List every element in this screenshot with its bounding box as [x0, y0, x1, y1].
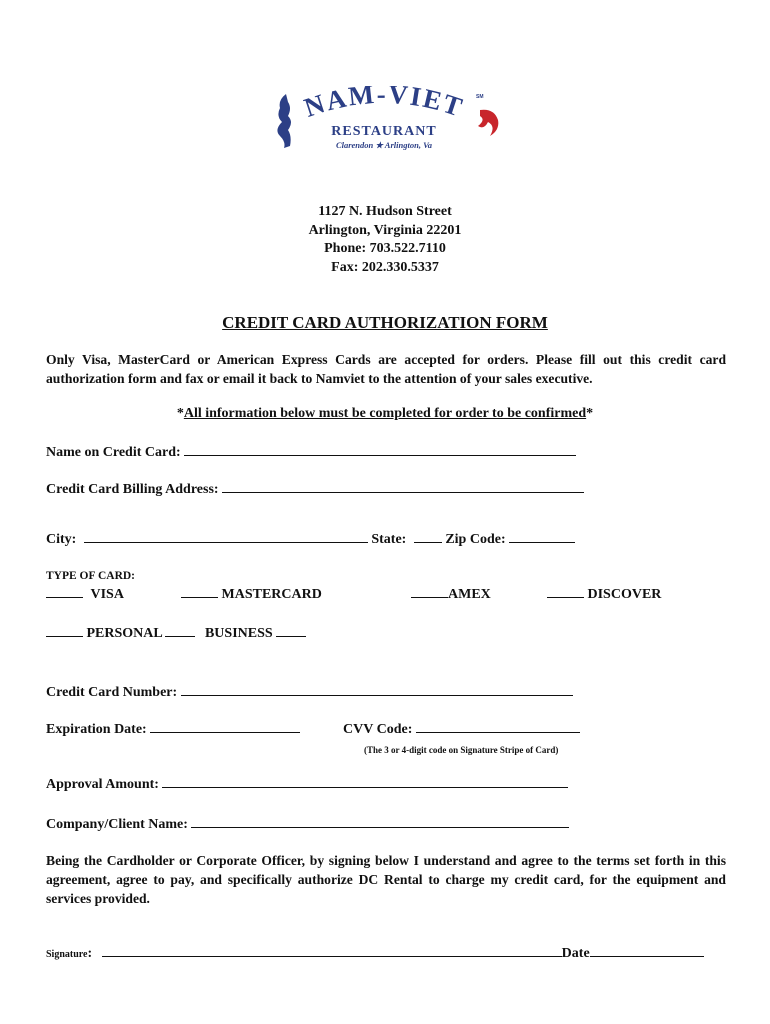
amex-option — [411, 585, 491, 603]
visa-label: VISA — [90, 587, 124, 602]
city-field[interactable] — [84, 530, 368, 543]
city-row — [46, 530, 575, 548]
approval-row — [46, 775, 568, 793]
logo-graphic — [266, 86, 506, 158]
signature-field[interactable] — [102, 944, 562, 957]
signature-label: Signature — [46, 949, 88, 960]
mastercard-label: MASTERCARD — [221, 587, 322, 602]
city-label: City: — [46, 532, 77, 547]
form-title: CREDIT CARD AUTHORIZATION FORM — [222, 313, 548, 332]
logo-subtitle: RESTAURANT — [331, 124, 437, 139]
cvv-row — [343, 720, 580, 738]
address-city: Arlington, Virginia 22201 — [308, 222, 462, 238]
address-phone: Phone: 703.522.7110 — [324, 241, 446, 256]
card-number-label: Credit Card Number: — [46, 685, 178, 700]
discover-option — [547, 585, 661, 603]
business-label: BUSINESS — [204, 626, 273, 641]
name-field[interactable] — [184, 443, 576, 456]
card-number-row — [46, 683, 573, 701]
address-street: 1127 N. Hudson Street — [318, 204, 452, 219]
agreement-paragraph: Being the Cardholder or Corporate Officer, by signing below I understand and agree to the terms set forth in this agreement, agree to pay, and specifically authorize DC Rental to charge my credit card, for the equipment and services provided. — [46, 853, 726, 906]
discover-checkbox-line[interactable] — [547, 585, 584, 598]
map-silhouette-icon — [277, 94, 291, 148]
visa-checkbox-line[interactable] — [46, 585, 83, 598]
cvv-label: CVV Code: — [343, 722, 413, 737]
company-name-field[interactable] — [191, 815, 569, 828]
company-row — [46, 815, 569, 833]
mastercard-checkbox-line[interactable] — [181, 585, 218, 598]
company-label: Company/Client Name: — [46, 817, 188, 832]
state-label: State: — [371, 532, 407, 547]
intro-paragraph: Only Visa, MasterCard or American Express Cards are accepted for orders. Please fill out this credit card authorization form and fax or email it back to Namviet to the attention of your sales executive. — [46, 352, 726, 386]
logo-service-mark: SM — [476, 94, 484, 100]
signature-row — [46, 944, 704, 962]
expiration-label: Expiration Date: — [46, 722, 147, 737]
personal-trailing-line[interactable] — [165, 624, 195, 637]
name-label: Name on Credit Card: — [46, 445, 181, 460]
amex-checkbox-line[interactable] — [411, 585, 448, 598]
required-notice — [0, 406, 770, 422]
business-checkbox-line[interactable] — [276, 624, 306, 637]
address-fax: Fax: 202.330.5337 — [331, 259, 439, 275]
name-row — [46, 443, 576, 461]
cvv-field[interactable] — [416, 720, 580, 733]
personal-checkbox-line[interactable] — [46, 624, 83, 637]
date-label: Date — [561, 946, 590, 961]
mastercard-option — [181, 585, 322, 603]
discover-label: DISCOVER — [587, 587, 662, 602]
amex-label: AMEX — [448, 587, 491, 602]
expiration-field[interactable] — [150, 720, 300, 733]
billing-label: Credit Card Billing Address: — [46, 482, 219, 497]
personal-label: PERSONAL — [86, 626, 162, 641]
state-field[interactable] — [414, 530, 442, 543]
card-type-label: TYPE OF CARD: — [46, 570, 136, 582]
card-number-field[interactable] — [181, 683, 573, 696]
zip-field[interactable] — [509, 530, 575, 543]
billing-row — [46, 480, 584, 498]
logo-tagline: Clarendon ★ Arlington, Va — [335, 140, 433, 150]
restaurant-logo — [266, 86, 506, 158]
account-type-row — [46, 624, 306, 642]
approval-label: Approval Amount: — [46, 777, 159, 792]
expiration-row — [46, 720, 300, 738]
notice-asterisk-left: * — [176, 406, 184, 421]
signature-colon: : — [87, 946, 93, 961]
zip-label: Zip Code: — [445, 532, 506, 547]
notice-text: All information below must be completed for order to be confirmed — [183, 406, 587, 421]
billing-address-field[interactable] — [222, 480, 584, 493]
red-ornament-icon — [478, 110, 498, 136]
cvv-note: (The 3 or 4-digit code on Signature Stripe of Card) — [364, 745, 559, 755]
date-field[interactable] — [590, 944, 704, 957]
approval-amount-field[interactable] — [162, 775, 568, 788]
visa-option — [46, 585, 124, 603]
notice-asterisk-right: * — [586, 406, 594, 421]
logo-title: NAM-VIET — [300, 86, 468, 123]
